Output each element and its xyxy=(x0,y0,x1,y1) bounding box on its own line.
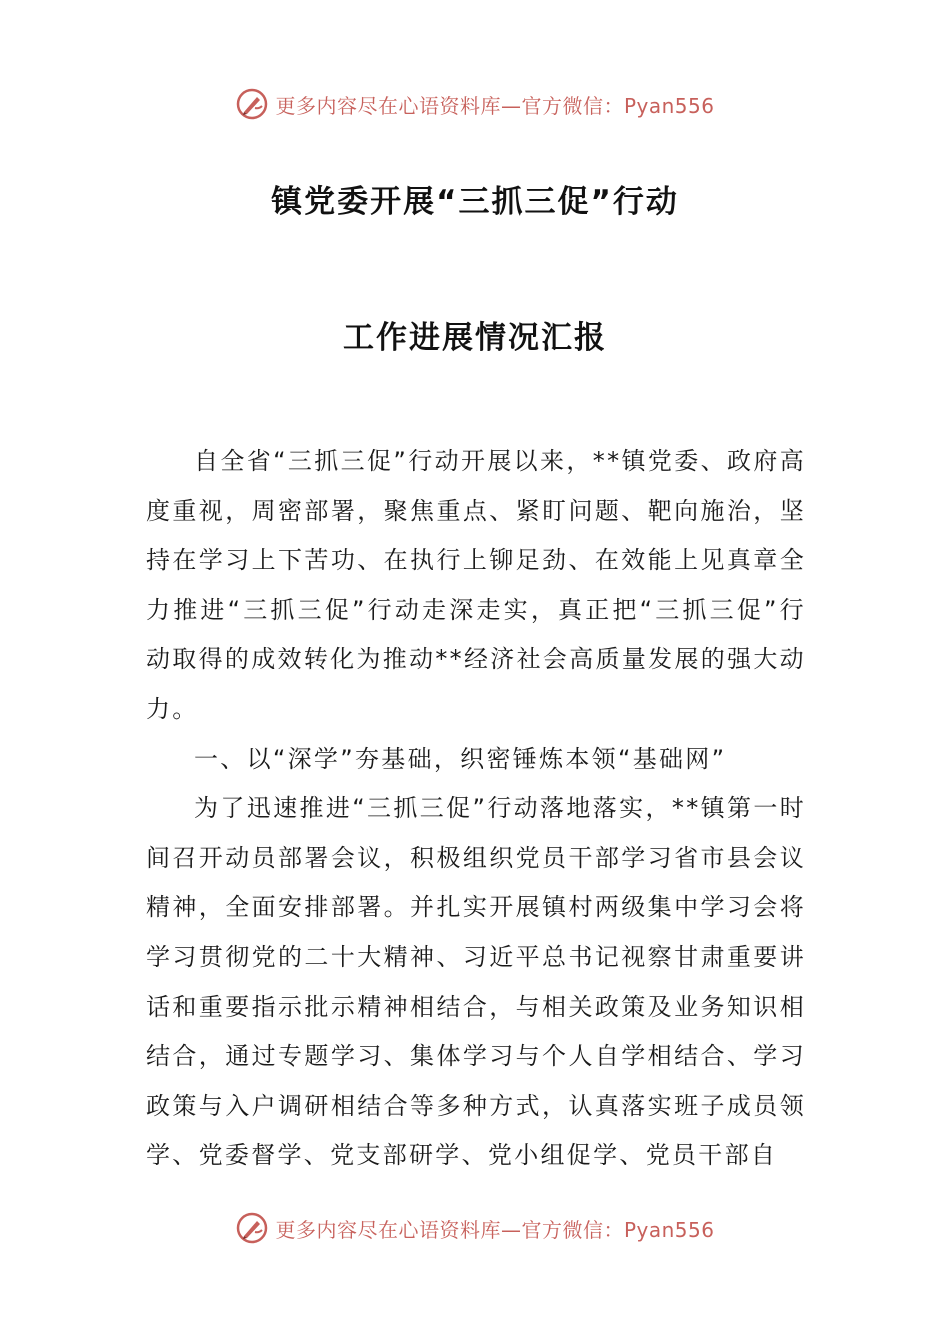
pen-logo-icon xyxy=(235,87,269,121)
watermark-text: 更多内容尽在心语资料库—官方微信：Pyan556 xyxy=(275,1217,715,1242)
paragraph-intro: 自全省“三抓三促”行动开展以来，**镇党委、政府高度重视，周密部署，聚焦重点、紧盯问题、靶向施治，坚持在学习上下苦功、在执行上铆足劲、在效能上见真章全力推进“三抓三促”行动走深走实，真正把“三抓三促”行动取得的成效转化为推动**经济社会高质量发展的强大动力。 xyxy=(146,447,806,723)
document-title: 镇党委开展“三抓三促”行动 xyxy=(271,184,679,220)
footer-watermark xyxy=(0,1208,950,1248)
section-heading-1: 一、以“深学”夯基础，织密锤炼本领“基础网” xyxy=(194,744,727,773)
header-watermark xyxy=(0,84,950,124)
document-subtitle: 工作进展情况汇报 xyxy=(343,320,607,356)
pen-logo-icon xyxy=(235,1211,269,1245)
watermark-text: 更多内容尽在心语资料库—官方微信：Pyan556 xyxy=(275,93,715,118)
paragraph-section-1: 为了迅速推进“三抓三促”行动落地落实，**镇第一时间召开动员部署会议，积极组织党员干部学习省市县会议精神，全面安排部署。并扎实开展镇村两级集中学习会将学习贯彻党的二十大精神、习近平总书记视察甘肃重要讲话和重要指示批示精神相结合，与相关政策及业务知识相结合，通过专题学习、集体学习与个人自学相结合、学习政策与入户调研相结合等多种方式，认真落实班子成员领学、党委督学、党支部研学、党小组促学、党员干部自 xyxy=(146,794,806,1170)
document-body xyxy=(146,437,806,1181)
